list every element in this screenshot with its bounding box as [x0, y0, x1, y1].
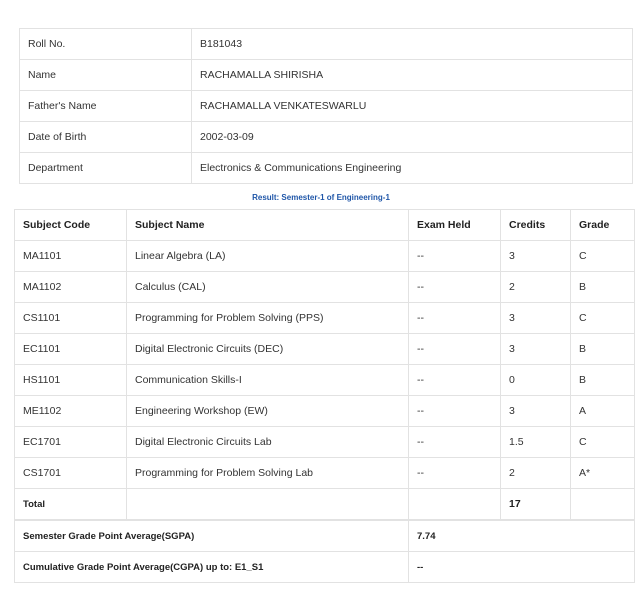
grades-body	[15, 241, 635, 489]
subject-code-cell: HS1101	[15, 365, 127, 396]
total-label: Total	[15, 489, 127, 520]
exam-held-cell: --	[409, 396, 501, 427]
dob-value: 2002-03-09	[192, 122, 633, 153]
grade-cell: B	[571, 272, 635, 303]
subject-name-cell: Digital Electronic Circuits (DEC)	[127, 334, 409, 365]
table-row	[15, 303, 635, 334]
credits-cell: 3	[501, 334, 571, 365]
subject-name-cell: Programming for Problem Solving (PPS)	[127, 303, 409, 334]
subject-name-cell: Engineering Workshop (EW)	[127, 396, 409, 427]
credits-cell: 3	[501, 303, 571, 334]
father-value: RACHAMALLA VENKATESWARLU	[192, 91, 633, 122]
credits-cell: 3	[501, 241, 571, 272]
result-title: Result: Semester-1 of Engineering-1	[252, 193, 390, 202]
father-row	[20, 91, 633, 122]
credits-cell: 2	[501, 458, 571, 489]
cgpa-row	[15, 552, 635, 583]
dob-label: Date of Birth	[20, 122, 192, 153]
name-row	[20, 60, 633, 91]
grade-cell: B	[571, 365, 635, 396]
credits-cell: 3	[501, 396, 571, 427]
summary-table	[14, 520, 635, 583]
grades-header-row	[15, 210, 635, 241]
table-row	[15, 458, 635, 489]
cgpa-value: --	[409, 552, 635, 583]
subject-code-cell: CS1101	[15, 303, 127, 334]
total-credits: 17	[501, 489, 571, 520]
table-row	[15, 396, 635, 427]
subject-name-cell: Programming for Problem Solving Lab	[127, 458, 409, 489]
exam-held-cell: --	[409, 458, 501, 489]
name-label: Name	[20, 60, 192, 91]
table-row	[15, 272, 635, 303]
grade-cell: C	[571, 427, 635, 458]
total-spacer	[127, 489, 409, 520]
department-value: Electronics & Communications Engineering	[192, 153, 633, 184]
exam-held-cell: --	[409, 427, 501, 458]
sgpa-row	[15, 521, 635, 552]
col-header-subject-name: Subject Name	[127, 210, 409, 241]
subject-code-cell: CS1701	[15, 458, 127, 489]
father-label: Father's Name	[20, 91, 192, 122]
col-header-grade: Grade	[571, 210, 635, 241]
roll-value: B181043	[192, 29, 633, 60]
table-row	[15, 365, 635, 396]
subject-name-cell: Calculus (CAL)	[127, 272, 409, 303]
dob-row	[20, 122, 633, 153]
grade-cell: B	[571, 334, 635, 365]
table-row	[15, 241, 635, 272]
roll-row	[20, 29, 633, 60]
exam-held-cell: --	[409, 303, 501, 334]
subject-name-cell: Communication Skills-I	[127, 365, 409, 396]
sgpa-value: 7.74	[409, 521, 635, 552]
subject-name-cell: Linear Algebra (LA)	[127, 241, 409, 272]
subject-name-cell: Digital Electronic Circuits Lab	[127, 427, 409, 458]
department-row	[20, 153, 633, 184]
sgpa-label: Semester Grade Point Average(SGPA)	[15, 521, 409, 552]
total-row	[15, 489, 635, 520]
name-value: RACHAMALLA SHIRISHA	[192, 60, 633, 91]
credits-cell: 0	[501, 365, 571, 396]
col-header-exam-held: Exam Held	[409, 210, 501, 241]
subject-code-cell: EC1101	[15, 334, 127, 365]
grade-cell: A*	[571, 458, 635, 489]
total-spacer	[409, 489, 501, 520]
student-info-table	[19, 28, 633, 184]
credits-cell: 1.5	[501, 427, 571, 458]
roll-label: Roll No.	[20, 29, 192, 60]
exam-held-cell: --	[409, 272, 501, 303]
grade-cell: A	[571, 396, 635, 427]
table-row	[15, 334, 635, 365]
subject-code-cell: MA1101	[15, 241, 127, 272]
grades-table	[14, 209, 635, 520]
col-header-subject-code: Subject Code	[15, 210, 127, 241]
department-label: Department	[20, 153, 192, 184]
credits-cell: 2	[501, 272, 571, 303]
subject-code-cell: ME1102	[15, 396, 127, 427]
col-header-credits: Credits	[501, 210, 571, 241]
grade-cell: C	[571, 303, 635, 334]
total-spacer	[571, 489, 635, 520]
subject-code-cell: EC1701	[15, 427, 127, 458]
exam-held-cell: --	[409, 334, 501, 365]
exam-held-cell: --	[409, 365, 501, 396]
table-row	[15, 427, 635, 458]
cgpa-label: Cumulative Grade Point Average(CGPA) up to: E1_S1	[15, 552, 409, 583]
grade-cell: C	[571, 241, 635, 272]
subject-code-cell: MA1102	[15, 272, 127, 303]
exam-held-cell: --	[409, 241, 501, 272]
